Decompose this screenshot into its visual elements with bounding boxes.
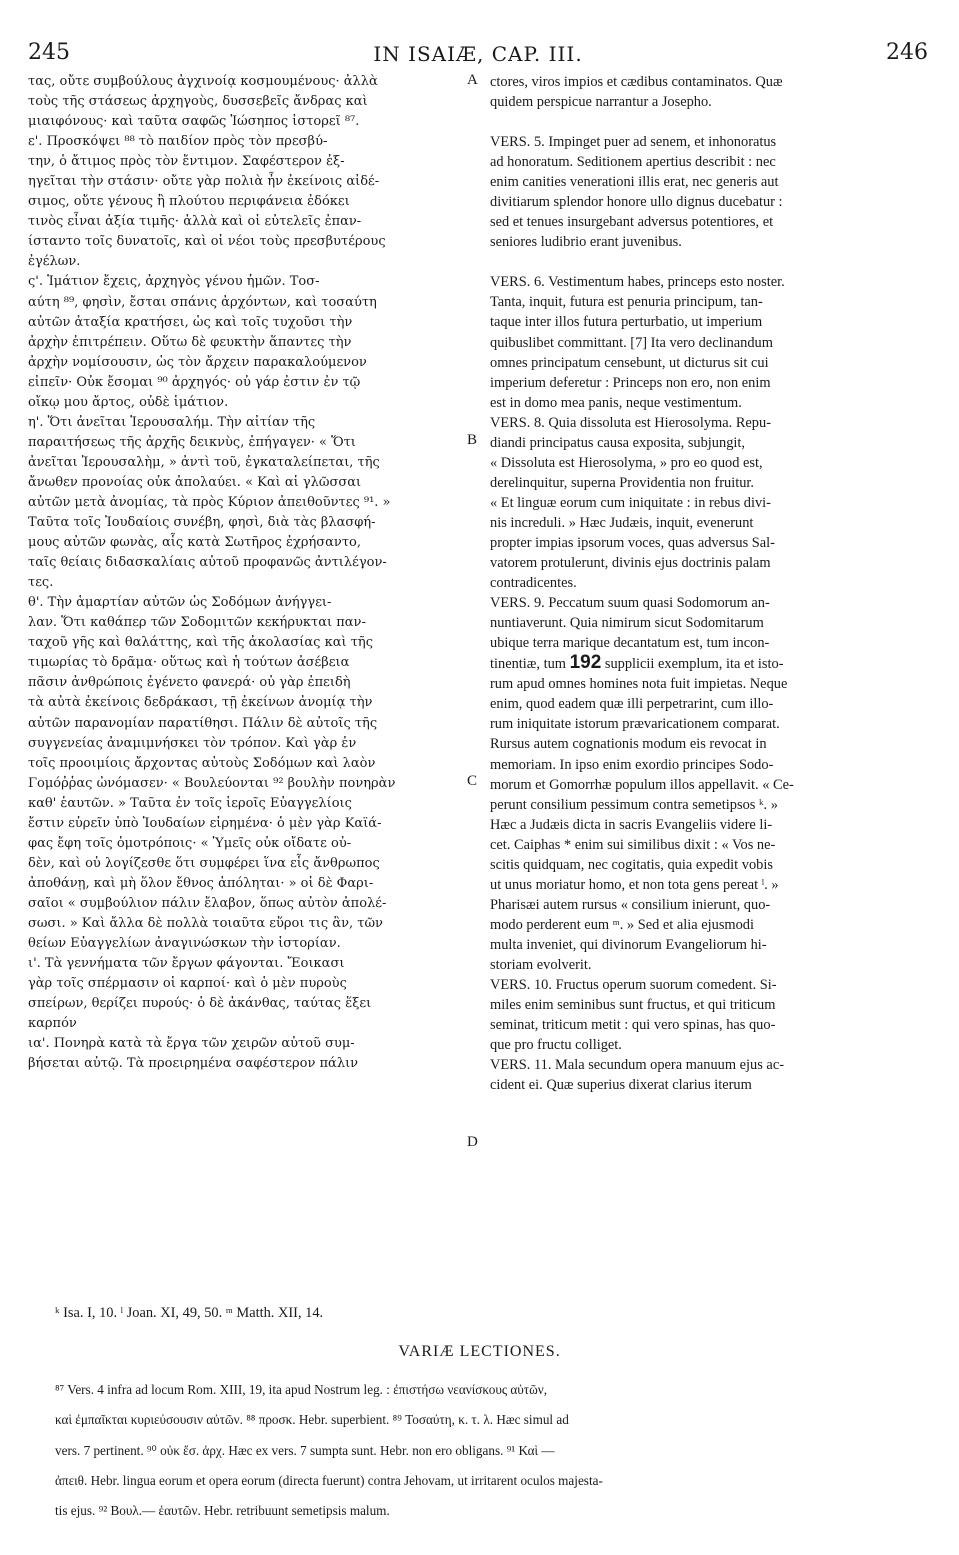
text-line: tis ejus. ⁹² Βουλ.— ἑαυτῶν. Hebr. retribuunt semetipsis malum. xyxy=(55,1502,390,1518)
text-line: πᾶσιν ἀνθρώποις ἐγένετο φανερά· οὐ γὰρ ἐπειδὴ xyxy=(28,675,351,691)
text-line: ubique terra marique decantatum est, tum incon- xyxy=(490,635,770,652)
text-line: ἔστιν εὑρεῖν ὑπὸ Ἰουδαίων εἰρημένα· ὁ μὲν γὰρ Καϊά- xyxy=(28,815,382,831)
text-line: ἀνεῖται Ἱερουσαλὴμ, » ἀντὶ τοῦ, ἐγκαταλείπεται, τῆς xyxy=(28,454,380,470)
text-line: VERS. 5. Impinget puer ad senem, et inhonoratus xyxy=(490,134,777,151)
text-line: σαῖοι « συμβούλιον πάλιν ἔλαβον, ὅπως αὐτὸν ἀπολέ- xyxy=(28,895,387,911)
paragraph-gap xyxy=(490,252,905,272)
text-line: morum et Gomorrhæ populum illos appellavit. « Ce- xyxy=(490,776,794,793)
margin-marker-b: B xyxy=(467,432,478,448)
text-line: ad honoratum. Seditionem apertius describit : nec xyxy=(490,154,776,171)
running-title: IN ISAIÆ, CAP. III. xyxy=(373,42,583,66)
text-line: VERS. 9. Peccatum suum quasi Sodomorum an- xyxy=(490,595,770,612)
text-line: est in domo mea panis, neque vestimentum. xyxy=(490,394,742,411)
text-line: nuntiaverunt. Quia nimirum sicut Sodomitarum xyxy=(490,615,764,632)
text-line: quibuslibet committant. [7] Ita vero declinandum xyxy=(490,334,773,351)
text-line: ⁸⁷ Vers. 4 infra ad locum Rom. XIII, 19, ita apud Nostrum leg. : ἐπιστήσω νεανίσκους αὐτῶν, xyxy=(55,1382,548,1398)
text-line: seniores ludibrio erant juvenibus. xyxy=(490,234,682,251)
text-line: derelinquitur, superna Providentia non fruitur. xyxy=(490,474,754,491)
text-line: ς'. Ἱμάτιον ἔχεις, ἀρχηγὸς γένου ἡμῶν. Τοσ- xyxy=(28,274,320,290)
text-line: θείων Εὐαγγελίων ἀναγινώσκων τὴν ἱστορίαν. xyxy=(28,936,341,952)
text-line: diandi principatus causa exposita, subjungit, xyxy=(490,434,745,451)
text-line: βήσεται αὐτῷ. Τὰ προειρημένα σαφέστερον πάλιν xyxy=(28,1056,359,1072)
text-line: τὰ αὐτὰ ἐκείνοις δεδράκασι, τῇ ἐκείνων ἀνομίᾳ τὴν xyxy=(28,695,373,711)
text-line: que pro fructu colliget. xyxy=(490,1037,622,1054)
text-line: scitis quidquam, nec cogitatis, quia expedit vobis xyxy=(490,856,773,873)
text-line: ἀρχὴν νομίσουσιν, ὡς τὸν ἄρχειν παρακαλούμενον xyxy=(28,354,367,370)
text-line: ἀπειθ. Hebr. lingua eorum et opera eorum (directa fuerunt) contra Jehovam, ut irritarent oculos majesta- xyxy=(55,1472,603,1488)
text-line: taque inter illos futura perturbatio, ut imperium xyxy=(490,314,763,331)
text-line: την, ὁ ἄτιμος πρὸς τὸν ἔντιμον. Σαφέστερον ἐξ- xyxy=(28,154,345,170)
greek-column xyxy=(28,72,466,1074)
text-line: γὰρ τοῖς σπέρμασιν οἱ καρποί· καὶ ὁ μὲν πυροὺς xyxy=(28,976,347,992)
text-line: σωσι. » Καὶ ἄλλα δὲ πολλὰ τοιαῦτα εὕροι τις ἂν, τῶν xyxy=(28,915,383,931)
text-line: ταῖς θείαις διδασκαλίαις αὐτοῦ προφανῶς ἀντιλέγον- xyxy=(28,555,387,571)
text-line: Tanta, inquit, futura est penuria principum, tan- xyxy=(490,294,763,311)
text-line: rum iniquitate istorum prævaricationem comparat. xyxy=(490,716,780,733)
column-number: 192 xyxy=(569,652,602,674)
text-line: εἰπεῖν· Οὐκ ἔσομαι ⁹⁰ ἀρχηγός· οὐ γάρ ἐστιν ἐν τῷ xyxy=(28,374,361,390)
text-line: ut unus moriatur homo, et non tota gens pereat ˡ. » xyxy=(490,876,779,893)
text-line: divitiarum splendor honore ullo dignus ducebatur : xyxy=(490,194,783,211)
text-line: σιμος, οὔτε γένους ἢ πλούτου περιφάνεια ἐδόκει xyxy=(28,194,350,210)
text-line: τες. xyxy=(28,575,54,591)
text-line: vatorem protulerunt, divinis ejus doctrinis palam xyxy=(490,555,771,572)
text-line: « Dissoluta est Hierosolyma, » pro eo quod est, xyxy=(490,454,763,471)
text-line: ἐγέλων. xyxy=(28,254,81,270)
text-line: ἀρχὴν ἐπιτρέπειν. Οὕτω δὲ φευκτὴν ἅπαντες τὴν xyxy=(28,334,352,350)
text-line: tinentiæ, tum 192 supplicii exemplum, ita et isto- xyxy=(490,652,784,674)
text-line: καρπόν xyxy=(28,1016,77,1032)
text-line: η'. Ὅτι ἀνεῖται Ἱερουσαλήμ. Τὴν αἰτίαν τῆς xyxy=(28,414,316,430)
latin-column xyxy=(490,72,905,1095)
text-line: λαν. Ὅτι καθάπερ τῶν Σοδομιτῶν κεκήρυκται παν- xyxy=(28,615,366,631)
text-line: multa inveniet, qui divinorum Evangeliorum hi- xyxy=(490,936,767,953)
text-line: Hæc a Judæis dicta in sacris Evangeliis videre li- xyxy=(490,816,773,833)
text-line: ε'. Προσκόψει ⁸⁸ τὸ παιδίον πρὸς τὸν πρεσβύ- xyxy=(28,134,328,150)
text-line: quidem perspicue narrantur a Josepho. xyxy=(490,94,712,111)
text-line: rum apud omnes homines nota fuit impietas. Neque xyxy=(490,676,788,693)
text-line: Pharisæi autem rursus « consilium inierunt, quo- xyxy=(490,896,771,913)
text-line: συγγενείας ἀναμιμνήσκει τὸν τρόπον. Καὶ γὰρ ἐν xyxy=(28,735,357,751)
text-line: τας, οὔτε συμβούλους ἀγχινοίᾳ κοσμουμένους· ἀλλὰ xyxy=(28,74,378,89)
text-line: ι'. Τὰ γεννήματα τῶν ἔργων φάγονται. Ἔοικασι xyxy=(28,956,345,972)
text-line: καὶ ἐμπαῖκται κυριεύσουσιν αὐτῶν. ⁸⁸ προσκ. Hebr. superbient. ⁸⁹ Τοσαύτη, κ. τ. λ. Hæc simul ad xyxy=(55,1412,569,1428)
text-line: vers. 7 pertinent. ⁹⁰ οὐκ ἔσ. ἀρχ. Hæc ex vers. 7 sumpta sunt. Hebr. non ero obligans. ⁹¹ Καὶ — xyxy=(55,1442,555,1458)
text-line: sed et tenues insurgebant adversus potentiores, et xyxy=(490,214,774,231)
text-line: cident ei. Quæ superius dixerat clarius iterum xyxy=(490,1077,752,1094)
page-number-right: 246 xyxy=(886,40,928,65)
text-line: VERS. 10. Fructus operum suorum comedent. Si- xyxy=(490,977,777,994)
text-line: contradicentes. xyxy=(490,575,577,592)
page-number-left: 245 xyxy=(28,40,70,65)
text-line: ἄνωθεν προνοίας οὐκ ἀπολαύει. « Καὶ αἱ γλῶσσαι xyxy=(28,474,362,490)
text-line: αὐτῶν παρανομίαν παρατίθησι. Πάλιν δὲ αὐτοῖς τῆς xyxy=(28,715,378,731)
text-line: « Et linguæ eorum cum iniquitate : in rebus divi- xyxy=(490,494,771,511)
text-line: seminat, triticum metit : qui vero spinas, has quo- xyxy=(490,1017,776,1034)
text-line: perunt consilium pessimum contra semetipsos ᵏ. » xyxy=(490,796,778,813)
text-line: αὐτῶν ἀταξία κρατήσει, ὡς καὶ τοῖς τυχοῦσι τὴν xyxy=(28,314,353,330)
text-line: αὐτῶν μετὰ ἀνομίας, τὰ πρὸς Κύριον ἀπειθοῦντες ⁹¹. » xyxy=(28,494,391,510)
text-line: μιαιφόνους· καὶ ταῦτα σαφῶς Ἰώσηπος ἱστορεῖ ⁸⁷. xyxy=(28,114,360,130)
text-line: αύτη ⁸⁹, φησὶν, ἔσται σπάνις ἀρχόντων, καὶ τοσαύτη xyxy=(28,294,377,310)
text-line: δὲν, καὶ οὐ λογίζεσθε ὅτι συμφέρει ἵνα εἷς ἄνθρωπος xyxy=(28,855,380,871)
text-line: ηγεῖται τὴν στάσιν· οὔτε γὰρ πολιὰ ἦν ἐκείνοις αἰδέ- xyxy=(28,174,380,190)
text-line: propter impias ipsorum voces, quas adversus Sal- xyxy=(490,534,775,551)
text-line: storiam evolverit. xyxy=(490,956,592,973)
text-line: VERS. 6. Vestimentum habes, princeps esto noster. xyxy=(490,274,785,291)
text-line: cet. Caiphas * enim sui similibus dixit : « Vos ne- xyxy=(490,836,776,853)
text-line: enim, quod eadem quæ illi perpetrarint, cum illo- xyxy=(490,696,774,713)
text-line: μους αὐτῶν φωνὰς, αἷς κατὰ Σωτῆρος ἐχρήσαντο, xyxy=(28,535,361,551)
text-line: φας ἔφη τοῖς ὁμοτρόποις· « Ὑμεῖς οὐκ οἴδατε οὐ- xyxy=(28,835,352,851)
text-line: τοῖς προοιμίοις ἄρχοντας αὐτοὺς Σοδόμων καὶ λαὸν xyxy=(28,755,376,771)
text-line: enim canities venerationi illis erat, nec generis aut xyxy=(490,174,779,191)
text-line: omnes principatum censebunt, ut dicturus sit cui xyxy=(490,354,769,371)
text-line: οἴκῳ μου ἄρτος, οὐδὲ ἱμάτιον. xyxy=(28,394,229,410)
paragraph-gap xyxy=(490,112,905,132)
text-line: Γομόῤῥας ὠνόμασεν· « Βουλεύονται ⁹² βουλὴν πονηρὰν xyxy=(28,775,396,791)
text-line: τοὺς τῆς στάσεως ἀρχηγοὺς, δυσσεβεῖς ἄνδρας καὶ xyxy=(28,94,368,110)
text-line: nis increduli. » Hæc Judæis, inquit, evenerunt xyxy=(490,514,754,531)
text-line: ctores, viros impios et cædibus contaminatos. Quæ xyxy=(490,74,783,90)
text-line: VERS. 8. Quia dissoluta est Hierosolyma. Repu- xyxy=(490,414,771,431)
text-line: Rursus autem cognationis modum eis revocat in xyxy=(490,736,767,753)
text-line: θ'. Τὴν ἁμαρτίαν αὐτῶν ὡς Σοδόμων ἀνήγγει- xyxy=(28,595,332,611)
text-line: τιμωρίας τὸ δρᾶμα· οὕτως καὶ ἡ τούτων ἀσέβεια xyxy=(28,655,350,671)
margin-marker-d: D xyxy=(467,1134,478,1150)
text-line: καθ' ἑαυτῶν. » Ταῦτα ἐν τοῖς ἱεροῖς Εὐαγγελίοις xyxy=(28,795,352,811)
text-line: ἀποθάνῃ, καὶ μὴ ὅλον ἔθνος ἀπόληται· » οἱ δὲ Φαρι- xyxy=(28,875,374,891)
variae-lectiones xyxy=(55,1368,905,1532)
text-line: memoriam. In ipso enim exordio principes Sodo- xyxy=(490,756,774,773)
text-line: VERS. 11. Mala secundum opera manuum ejus ac- xyxy=(490,1057,785,1074)
text-line: ίσταντο τοῖς δυνατοῖς, καὶ οἱ νέοι τοὺς πρεσβυτέρους xyxy=(28,234,386,250)
text-line: miles enim seminibus sunt fructus, et qui triticum xyxy=(490,997,776,1014)
text-line: παραιτήσεως τῆς ἀρχῆς δεικνὺς, ἐπήγαγεν· « Ὅτι xyxy=(28,434,356,450)
text-line: σπείρων, θερίζει πυρούς· ὁ δὲ ἀκάνθας, ταύτας ἕξει xyxy=(28,996,372,1012)
text-line: ια'. Πονηρὰ κατὰ τὰ ἔργα τῶν χειρῶν αὐτοῦ συμ- xyxy=(28,1036,355,1052)
margin-marker-c: C xyxy=(467,773,478,789)
running-header xyxy=(28,40,928,70)
text-line: imperium deferetur : Princeps non ero, non enim xyxy=(490,374,771,391)
footnotes: ᵏ Isa. I, 10. ˡ Joan. XI, 49, 50. ᵐ Matth. XII, 14. xyxy=(55,1305,324,1321)
text-line: modo perderent eum ᵐ. » Sed et alia ejusmodi xyxy=(490,916,754,933)
text-line: τινὸς εἶναι ἀξία τιμῆς· ἀλλὰ καὶ οἱ εὐτελεῖς ἐπαν- xyxy=(28,214,362,230)
margin-marker-a: A xyxy=(467,72,478,88)
text-line: Ταῦτα τοῖς Ἰουδαίοις συνέβη, φησὶ, διὰ τὰς βλασφή- xyxy=(28,515,376,531)
text-line: ταχοῦ γῆς καὶ θαλάττης, καὶ τῆς ἀκολασίας καὶ τῆς xyxy=(28,635,373,651)
variae-lectiones-title: VARIÆ LECTIONES. xyxy=(398,1343,561,1360)
